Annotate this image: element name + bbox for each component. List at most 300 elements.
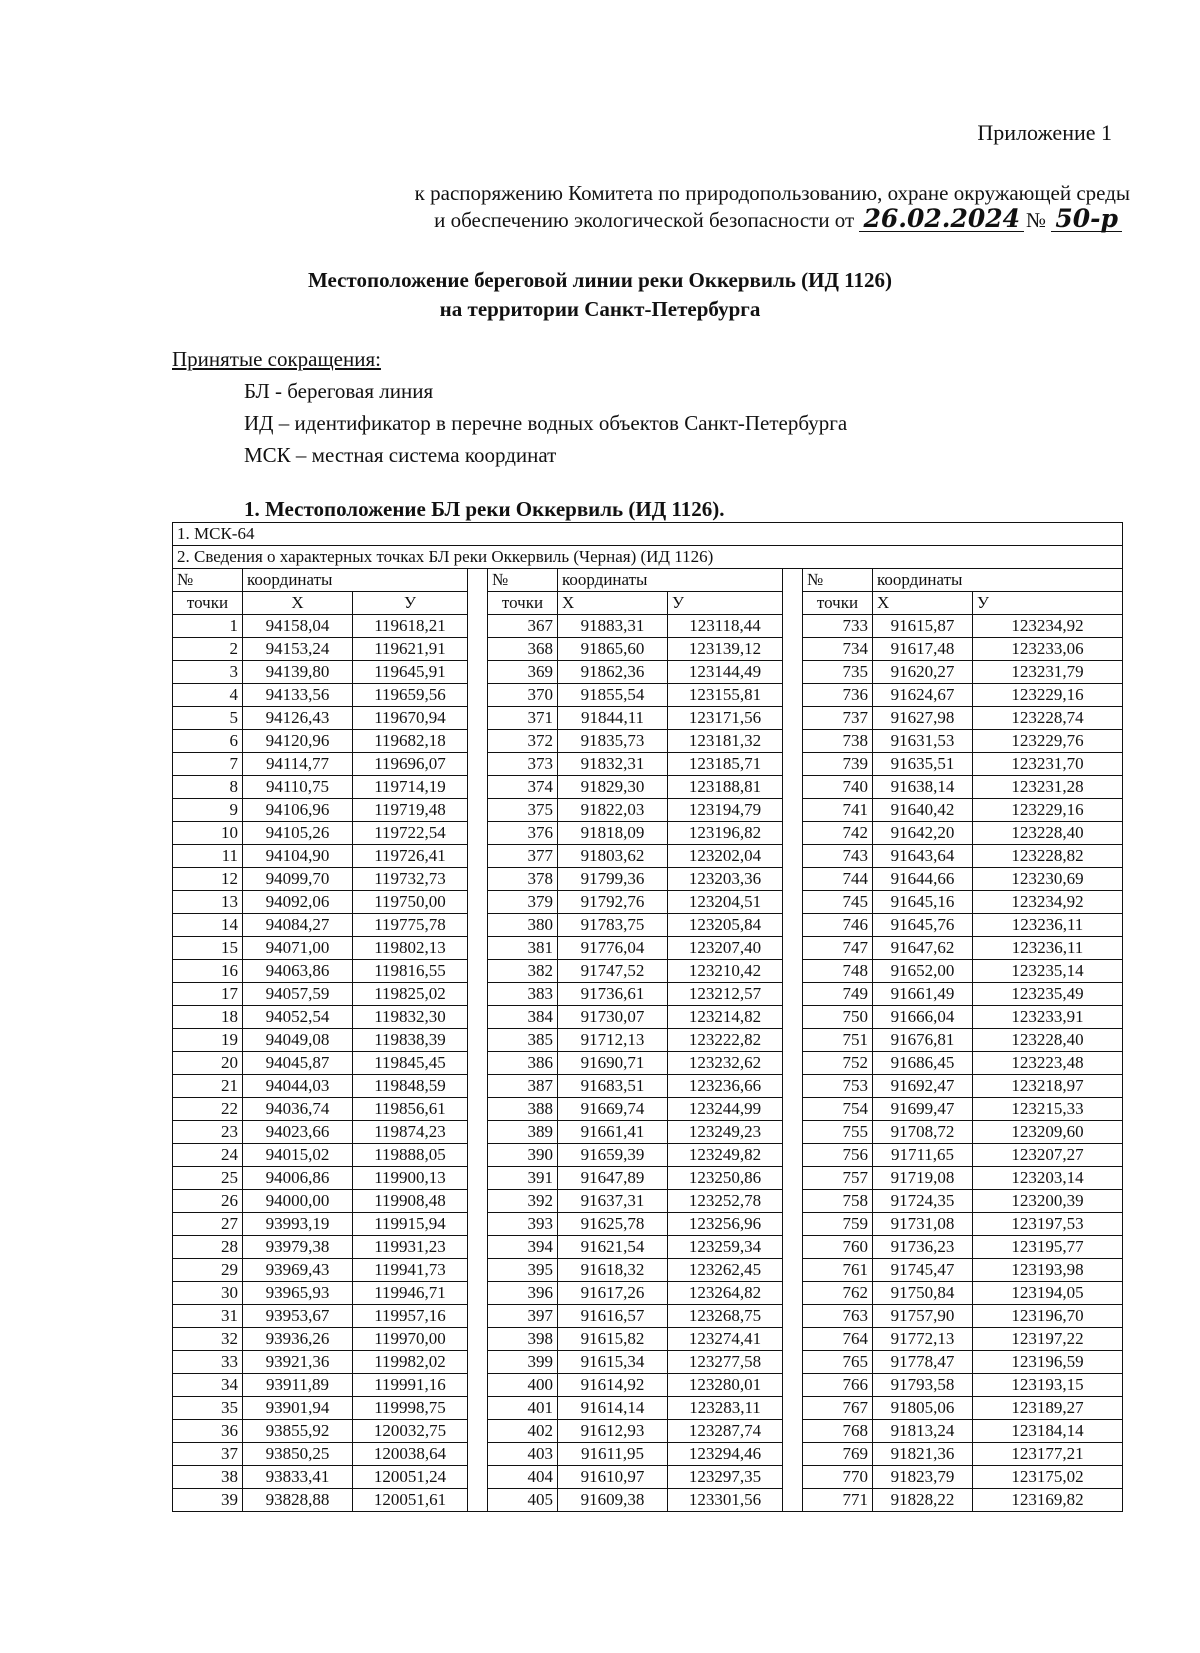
point-number-cell: 367 (488, 615, 558, 638)
point-number-cell: 399 (488, 1351, 558, 1374)
point-number-cell: 39 (173, 1489, 243, 1512)
point-number-cell: 368 (488, 638, 558, 661)
x-coordinate-cell: 91708,72 (873, 1121, 973, 1144)
y-coordinate-cell: 123218,97 (973, 1075, 1123, 1098)
point-number-cell: 385 (488, 1029, 558, 1052)
abbreviation-item: БЛ - береговая линия (244, 379, 434, 403)
decree-line-2 (0, 204, 1130, 234)
point-number-cell: 762 (803, 1282, 873, 1305)
table-row (173, 799, 1123, 822)
y-coordinate-cell: 123188,81 (668, 776, 783, 799)
section-title: 1. Местоположение БЛ реки Оккервиль (ИД 1126). (244, 497, 725, 521)
point-number-cell: 733 (803, 615, 873, 638)
y-coordinate-cell: 123144,49 (668, 661, 783, 684)
y-coordinate-cell: 123193,98 (973, 1259, 1123, 1282)
y-coordinate-cell: 123209,60 (973, 1121, 1123, 1144)
y-coordinate-cell: 123274,41 (668, 1328, 783, 1351)
table-row (173, 1489, 1123, 1512)
x-coordinate-cell: 91736,23 (873, 1236, 973, 1259)
x-coordinate-cell: 91730,07 (558, 1006, 668, 1029)
point-number-cell: 21 (173, 1075, 243, 1098)
x-coordinate-cell: 91647,62 (873, 937, 973, 960)
point-number-cell: 756 (803, 1144, 873, 1167)
table-row (173, 1374, 1123, 1397)
x-coordinate-cell: 91813,24 (873, 1420, 973, 1443)
point-number-cell: 6 (173, 730, 243, 753)
point-number-cell: 375 (488, 799, 558, 822)
point-number-cell: 18 (173, 1006, 243, 1029)
y-coordinate-cell: 119915,94 (353, 1213, 468, 1236)
x-coordinate-cell: 93833,41 (243, 1466, 353, 1489)
point-number-cell: 769 (803, 1443, 873, 1466)
info-cell: 2. Сведения о характерных точках БЛ реки Оккервиль (Черная) (ИД 1126) (173, 546, 1123, 569)
y-coordinate-cell: 119825,02 (353, 983, 468, 1006)
point-number-cell: 400 (488, 1374, 558, 1397)
point-number-cell: 749 (803, 983, 873, 1006)
point-number-cell: 373 (488, 753, 558, 776)
y-coordinate-cell: 123229,16 (973, 799, 1123, 822)
y-coordinate-cell: 123196,59 (973, 1351, 1123, 1374)
y-coordinate-cell: 123223,48 (973, 1052, 1123, 1075)
point-number-cell: 14 (173, 914, 243, 937)
x-coordinate-cell: 91637,31 (558, 1190, 668, 1213)
point-number-cell: 753 (803, 1075, 873, 1098)
point-number-cell: 2 (173, 638, 243, 661)
table-row (173, 730, 1123, 753)
point-number-cell: 387 (488, 1075, 558, 1098)
point-number-cell: 404 (488, 1466, 558, 1489)
x-coordinate-cell: 91719,08 (873, 1167, 973, 1190)
x-coordinate-cell: 91644,66 (873, 868, 973, 891)
x-coordinate-cell: 91614,92 (558, 1374, 668, 1397)
x-coordinate-cell: 93969,43 (243, 1259, 353, 1282)
x-coordinate-cell: 91855,54 (558, 684, 668, 707)
x-coordinate-cell: 91610,97 (558, 1466, 668, 1489)
table-row (173, 684, 1123, 707)
point-number-cell: 24 (173, 1144, 243, 1167)
x-coordinate-cell: 91750,84 (873, 1282, 973, 1305)
table-row (173, 868, 1123, 891)
column-gap (783, 569, 803, 1512)
y-coordinate-cell: 123231,70 (973, 753, 1123, 776)
header-row-2 (173, 592, 1123, 615)
point-number-cell: 759 (803, 1213, 873, 1236)
point-number-cell: 23 (173, 1121, 243, 1144)
x-coordinate-cell: 93953,67 (243, 1305, 353, 1328)
y-coordinate-cell: 119682,18 (353, 730, 468, 753)
y-coordinate-cell: 123195,77 (973, 1236, 1123, 1259)
y-coordinate-cell: 123169,82 (973, 1489, 1123, 1512)
point-number-cell: 1 (173, 615, 243, 638)
point-header: точки (488, 592, 558, 615)
y-coordinate-cell: 119946,71 (353, 1282, 468, 1305)
table-row (173, 1351, 1123, 1374)
y-coordinate-cell: 123250,86 (668, 1167, 783, 1190)
x-coordinate-cell: 93901,94 (243, 1397, 353, 1420)
x-coordinate-cell: 94104,90 (243, 845, 353, 868)
x-header: Х (243, 592, 353, 615)
point-number-cell: 736 (803, 684, 873, 707)
y-coordinate-cell: 119941,73 (353, 1259, 468, 1282)
x-coordinate-cell: 93911,89 (243, 1374, 353, 1397)
y-coordinate-cell: 123236,11 (973, 914, 1123, 937)
y-coordinate-cell: 120051,24 (353, 1466, 468, 1489)
point-number-cell: 371 (488, 707, 558, 730)
y-coordinate-cell: 123229,76 (973, 730, 1123, 753)
x-coordinate-cell: 91661,49 (873, 983, 973, 1006)
table-row (173, 1420, 1123, 1443)
point-number-cell: 370 (488, 684, 558, 707)
y-coordinate-cell: 123235,14 (973, 960, 1123, 983)
x-coordinate-cell: 91611,95 (558, 1443, 668, 1466)
point-number-cell: 4 (173, 684, 243, 707)
y-coordinate-cell: 123197,53 (973, 1213, 1123, 1236)
table-row (173, 1075, 1123, 1098)
x-coordinate-cell: 91676,81 (873, 1029, 973, 1052)
x-coordinate-cell: 91865,60 (558, 638, 668, 661)
x-coordinate-cell: 91642,20 (873, 822, 973, 845)
point-number-cell: 403 (488, 1443, 558, 1466)
point-number-cell: 396 (488, 1282, 558, 1305)
x-coordinate-cell: 91818,09 (558, 822, 668, 845)
x-coordinate-cell: 91635,51 (873, 753, 973, 776)
x-coordinate-cell: 91793,58 (873, 1374, 973, 1397)
abbreviation-item: ИД – идентификатор в перечне водных объектов Санкт-Петербурга (244, 411, 848, 435)
y-coordinate-cell: 123235,49 (973, 983, 1123, 1006)
x-coordinate-cell: 94106,96 (243, 799, 353, 822)
point-number-cell: 734 (803, 638, 873, 661)
y-coordinate-cell: 119645,91 (353, 661, 468, 684)
y-coordinate-cell: 123155,81 (668, 684, 783, 707)
x-coordinate-cell: 91772,13 (873, 1328, 973, 1351)
x-coordinate-cell: 91647,89 (558, 1167, 668, 1190)
x-coordinate-cell: 94036,74 (243, 1098, 353, 1121)
x-coordinate-cell: 94120,96 (243, 730, 353, 753)
coordinates-table (172, 522, 1123, 1512)
y-coordinate-cell: 123280,01 (668, 1374, 783, 1397)
y-coordinate-cell: 123287,74 (668, 1420, 783, 1443)
y-coordinate-cell: 119802,13 (353, 937, 468, 960)
y-coordinate-cell: 119888,05 (353, 1144, 468, 1167)
point-number-cell: 26 (173, 1190, 243, 1213)
y-coordinate-cell: 119856,61 (353, 1098, 468, 1121)
x-coordinate-cell: 93993,19 (243, 1213, 353, 1236)
table-row (173, 891, 1123, 914)
y-coordinate-cell: 123228,74 (973, 707, 1123, 730)
point-number-cell: 735 (803, 661, 873, 684)
decree-number-sign: № (1026, 208, 1047, 232)
x-coordinate-cell: 94063,86 (243, 960, 353, 983)
point-number-cell: 378 (488, 868, 558, 891)
y-coordinate-cell: 123177,21 (973, 1443, 1123, 1466)
table-row (173, 1282, 1123, 1305)
table-row (173, 845, 1123, 868)
x-coordinate-cell: 93855,92 (243, 1420, 353, 1443)
y-coordinate-cell: 123236,11 (973, 937, 1123, 960)
point-number-cell: 761 (803, 1259, 873, 1282)
y-coordinate-cell: 119832,30 (353, 1006, 468, 1029)
x-coordinate-cell: 91724,35 (873, 1190, 973, 1213)
point-number-cell: 747 (803, 937, 873, 960)
point-number-cell: 8 (173, 776, 243, 799)
y-coordinate-cell: 123262,45 (668, 1259, 783, 1282)
table-row (173, 638, 1123, 661)
y-coordinate-cell: 119908,48 (353, 1190, 468, 1213)
x-coordinate-cell: 91844,11 (558, 707, 668, 730)
table-row (173, 960, 1123, 983)
x-coordinate-cell: 94139,80 (243, 661, 353, 684)
decree-line-2-prefix: и обеспечению экологической безопасности от (434, 208, 855, 232)
point-number-cell: 754 (803, 1098, 873, 1121)
point-number-cell: 401 (488, 1397, 558, 1420)
y-coordinate-cell: 123234,92 (973, 891, 1123, 914)
y-coordinate-cell: 123294,46 (668, 1443, 783, 1466)
table-row (173, 983, 1123, 1006)
x-coordinate-cell: 91615,87 (873, 615, 973, 638)
point-number-cell: 31 (173, 1305, 243, 1328)
table-row (173, 937, 1123, 960)
point-number-cell: 763 (803, 1305, 873, 1328)
decree-line-1: к распоряжению Комитета по природопользованию, охране окружающей среды (414, 181, 1130, 205)
y-coordinate-cell: 119618,21 (353, 615, 468, 638)
x-coordinate-cell: 91640,42 (873, 799, 973, 822)
x-coordinate-cell: 94158,04 (243, 615, 353, 638)
x-coordinate-cell: 93921,36 (243, 1351, 353, 1374)
y-coordinate-cell: 123222,82 (668, 1029, 783, 1052)
y-coordinate-cell: 123234,92 (973, 615, 1123, 638)
x-coordinate-cell: 94049,08 (243, 1029, 353, 1052)
point-number-cell: 382 (488, 960, 558, 983)
x-coordinate-cell: 94023,66 (243, 1121, 353, 1144)
point-number-cell: 36 (173, 1420, 243, 1443)
x-coordinate-cell: 91757,90 (873, 1305, 973, 1328)
y-coordinate-cell: 123189,27 (973, 1397, 1123, 1420)
point-number-cell: 741 (803, 799, 873, 822)
y-coordinate-cell: 119775,78 (353, 914, 468, 937)
y-coordinate-cell: 123203,36 (668, 868, 783, 891)
point-number-cell: 770 (803, 1466, 873, 1489)
point-number-cell: 12 (173, 868, 243, 891)
y-coordinate-cell: 123175,02 (973, 1466, 1123, 1489)
x-coordinate-cell: 91652,00 (873, 960, 973, 983)
table-row (173, 661, 1123, 684)
y-coordinate-cell: 119900,13 (353, 1167, 468, 1190)
x-coordinate-cell: 93979,38 (243, 1236, 353, 1259)
y-header: У (668, 592, 783, 615)
point-number-cell: 742 (803, 822, 873, 845)
point-number-cell: 37 (173, 1443, 243, 1466)
x-coordinate-cell: 91645,16 (873, 891, 973, 914)
y-coordinate-cell: 123244,99 (668, 1098, 783, 1121)
y-coordinate-cell: 123283,11 (668, 1397, 783, 1420)
y-coordinate-cell: 123181,32 (668, 730, 783, 753)
point-number-cell: 391 (488, 1167, 558, 1190)
x-coordinate-cell: 94006,86 (243, 1167, 353, 1190)
y-coordinate-cell: 119874,23 (353, 1121, 468, 1144)
point-number-cell: 379 (488, 891, 558, 914)
y-coordinate-cell: 123259,34 (668, 1236, 783, 1259)
y-coordinate-cell: 123212,57 (668, 983, 783, 1006)
x-coordinate-cell: 91609,38 (558, 1489, 668, 1512)
point-number-cell: 3 (173, 661, 243, 684)
x-coordinate-cell: 94052,54 (243, 1006, 353, 1029)
y-coordinate-cell: 123139,12 (668, 638, 783, 661)
x-coordinate-cell: 91699,47 (873, 1098, 973, 1121)
y-coordinate-cell: 119732,73 (353, 868, 468, 891)
x-coordinate-cell: 91711,65 (873, 1144, 973, 1167)
point-number-cell: 746 (803, 914, 873, 937)
y-coordinate-cell: 123268,75 (668, 1305, 783, 1328)
y-coordinate-cell: 123230,69 (973, 868, 1123, 891)
x-coordinate-cell: 91776,04 (558, 937, 668, 960)
x-coordinate-cell: 91617,26 (558, 1282, 668, 1305)
point-number-cell: 381 (488, 937, 558, 960)
point-number-cell: 17 (173, 983, 243, 1006)
system-cell: 1. МСК-64 (173, 523, 1123, 546)
y-coordinate-cell: 119931,23 (353, 1236, 468, 1259)
y-coordinate-cell: 123193,15 (973, 1374, 1123, 1397)
y-coordinate-cell: 119816,55 (353, 960, 468, 983)
point-number-cell: 376 (488, 822, 558, 845)
x-coordinate-cell: 91643,64 (873, 845, 973, 868)
y-coordinate-cell: 119957,16 (353, 1305, 468, 1328)
y-coordinate-cell: 119714,19 (353, 776, 468, 799)
y-coordinate-cell: 123301,56 (668, 1489, 783, 1512)
point-number-cell: 392 (488, 1190, 558, 1213)
x-coordinate-cell: 91616,57 (558, 1305, 668, 1328)
point-number-cell: 766 (803, 1374, 873, 1397)
document-title (0, 266, 1200, 324)
point-number-cell: 380 (488, 914, 558, 937)
point-number-cell: 757 (803, 1167, 873, 1190)
y-coordinate-cell: 123196,82 (668, 822, 783, 845)
y-coordinate-cell: 123185,71 (668, 753, 783, 776)
y-coordinate-cell: 120032,75 (353, 1420, 468, 1443)
y-coordinate-cell: 123264,82 (668, 1282, 783, 1305)
x-coordinate-cell: 91745,47 (873, 1259, 973, 1282)
table-row (173, 1466, 1123, 1489)
point-header: точки (803, 592, 873, 615)
point-number-cell: 388 (488, 1098, 558, 1121)
y-coordinate-cell: 123214,82 (668, 1006, 783, 1029)
point-number-cell: 390 (488, 1144, 558, 1167)
x-coordinate-cell: 91621,54 (558, 1236, 668, 1259)
y-coordinate-cell: 123228,40 (973, 822, 1123, 845)
point-number-cell: 9 (173, 799, 243, 822)
point-number-cell: 398 (488, 1328, 558, 1351)
y-coordinate-cell: 119621,91 (353, 638, 468, 661)
y-coordinate-cell: 123297,35 (668, 1466, 783, 1489)
table-row (173, 1144, 1123, 1167)
x-coordinate-cell: 91625,78 (558, 1213, 668, 1236)
x-coordinate-cell: 93828,88 (243, 1489, 353, 1512)
table-row (173, 707, 1123, 730)
x-coordinate-cell: 91783,75 (558, 914, 668, 937)
y-coordinate-cell: 123233,06 (973, 638, 1123, 661)
y-coordinate-cell: 123249,82 (668, 1144, 783, 1167)
point-number-cell: 28 (173, 1236, 243, 1259)
y-coordinate-cell: 119726,41 (353, 845, 468, 868)
point-number-cell: 372 (488, 730, 558, 753)
y-coordinate-cell: 119998,75 (353, 1397, 468, 1420)
table-row (173, 1328, 1123, 1351)
point-number-cell: 767 (803, 1397, 873, 1420)
x-coordinate-cell: 91747,52 (558, 960, 668, 983)
point-number-cell: 27 (173, 1213, 243, 1236)
x-coordinate-cell: 91792,76 (558, 891, 668, 914)
y-coordinate-cell: 123228,40 (973, 1029, 1123, 1052)
num-header: № (488, 569, 558, 592)
x-coordinate-cell: 91615,82 (558, 1328, 668, 1351)
info-row (173, 546, 1123, 569)
coords-header: координаты (243, 569, 468, 592)
point-number-cell: 25 (173, 1167, 243, 1190)
x-coordinate-cell: 94110,75 (243, 776, 353, 799)
y-coordinate-cell: 119696,07 (353, 753, 468, 776)
point-number-cell: 38 (173, 1466, 243, 1489)
y-coordinate-cell: 123200,39 (973, 1190, 1123, 1213)
system-row (173, 523, 1123, 546)
x-coordinate-cell: 91661,41 (558, 1121, 668, 1144)
y-header: У (353, 592, 468, 615)
y-coordinate-cell: 123236,66 (668, 1075, 783, 1098)
point-number-cell: 11 (173, 845, 243, 868)
x-coordinate-cell: 91712,13 (558, 1029, 668, 1052)
y-coordinate-cell: 119848,59 (353, 1075, 468, 1098)
point-number-cell: 745 (803, 891, 873, 914)
y-coordinate-cell: 123171,56 (668, 707, 783, 730)
y-coordinate-cell: 123233,91 (973, 1006, 1123, 1029)
point-number-cell: 737 (803, 707, 873, 730)
x-coordinate-cell: 91829,30 (558, 776, 668, 799)
y-header: У (973, 592, 1123, 615)
x-coordinate-cell: 94071,00 (243, 937, 353, 960)
num-header: № (803, 569, 873, 592)
y-coordinate-cell: 123194,05 (973, 1282, 1123, 1305)
x-coordinate-cell: 91666,04 (873, 1006, 973, 1029)
y-coordinate-cell: 123228,82 (973, 845, 1123, 868)
x-coordinate-cell: 94044,03 (243, 1075, 353, 1098)
table-row (173, 615, 1123, 638)
y-coordinate-cell: 123249,23 (668, 1121, 783, 1144)
point-number-cell: 750 (803, 1006, 873, 1029)
y-coordinate-cell: 123196,70 (973, 1305, 1123, 1328)
x-coordinate-cell: 91614,14 (558, 1397, 668, 1420)
y-coordinate-cell: 123231,28 (973, 776, 1123, 799)
y-coordinate-cell: 123118,44 (668, 615, 783, 638)
table-row (173, 1098, 1123, 1121)
x-coordinate-cell: 91832,31 (558, 753, 668, 776)
y-coordinate-cell: 119970,00 (353, 1328, 468, 1351)
point-number-cell: 743 (803, 845, 873, 868)
table-row (173, 753, 1123, 776)
x-coordinate-cell: 91690,71 (558, 1052, 668, 1075)
y-coordinate-cell: 119991,16 (353, 1374, 468, 1397)
point-number-cell: 369 (488, 661, 558, 684)
x-coordinate-cell: 91618,32 (558, 1259, 668, 1282)
x-coordinate-cell: 91823,79 (873, 1466, 973, 1489)
point-number-cell: 393 (488, 1213, 558, 1236)
y-coordinate-cell: 123197,22 (973, 1328, 1123, 1351)
point-number-cell: 771 (803, 1489, 873, 1512)
x-coordinate-cell: 94015,02 (243, 1144, 353, 1167)
num-header: № (173, 569, 243, 592)
x-coordinate-cell: 94133,56 (243, 684, 353, 707)
table-row (173, 1006, 1123, 1029)
x-coordinate-cell: 94057,59 (243, 983, 353, 1006)
point-number-cell: 32 (173, 1328, 243, 1351)
y-coordinate-cell: 119659,56 (353, 684, 468, 707)
